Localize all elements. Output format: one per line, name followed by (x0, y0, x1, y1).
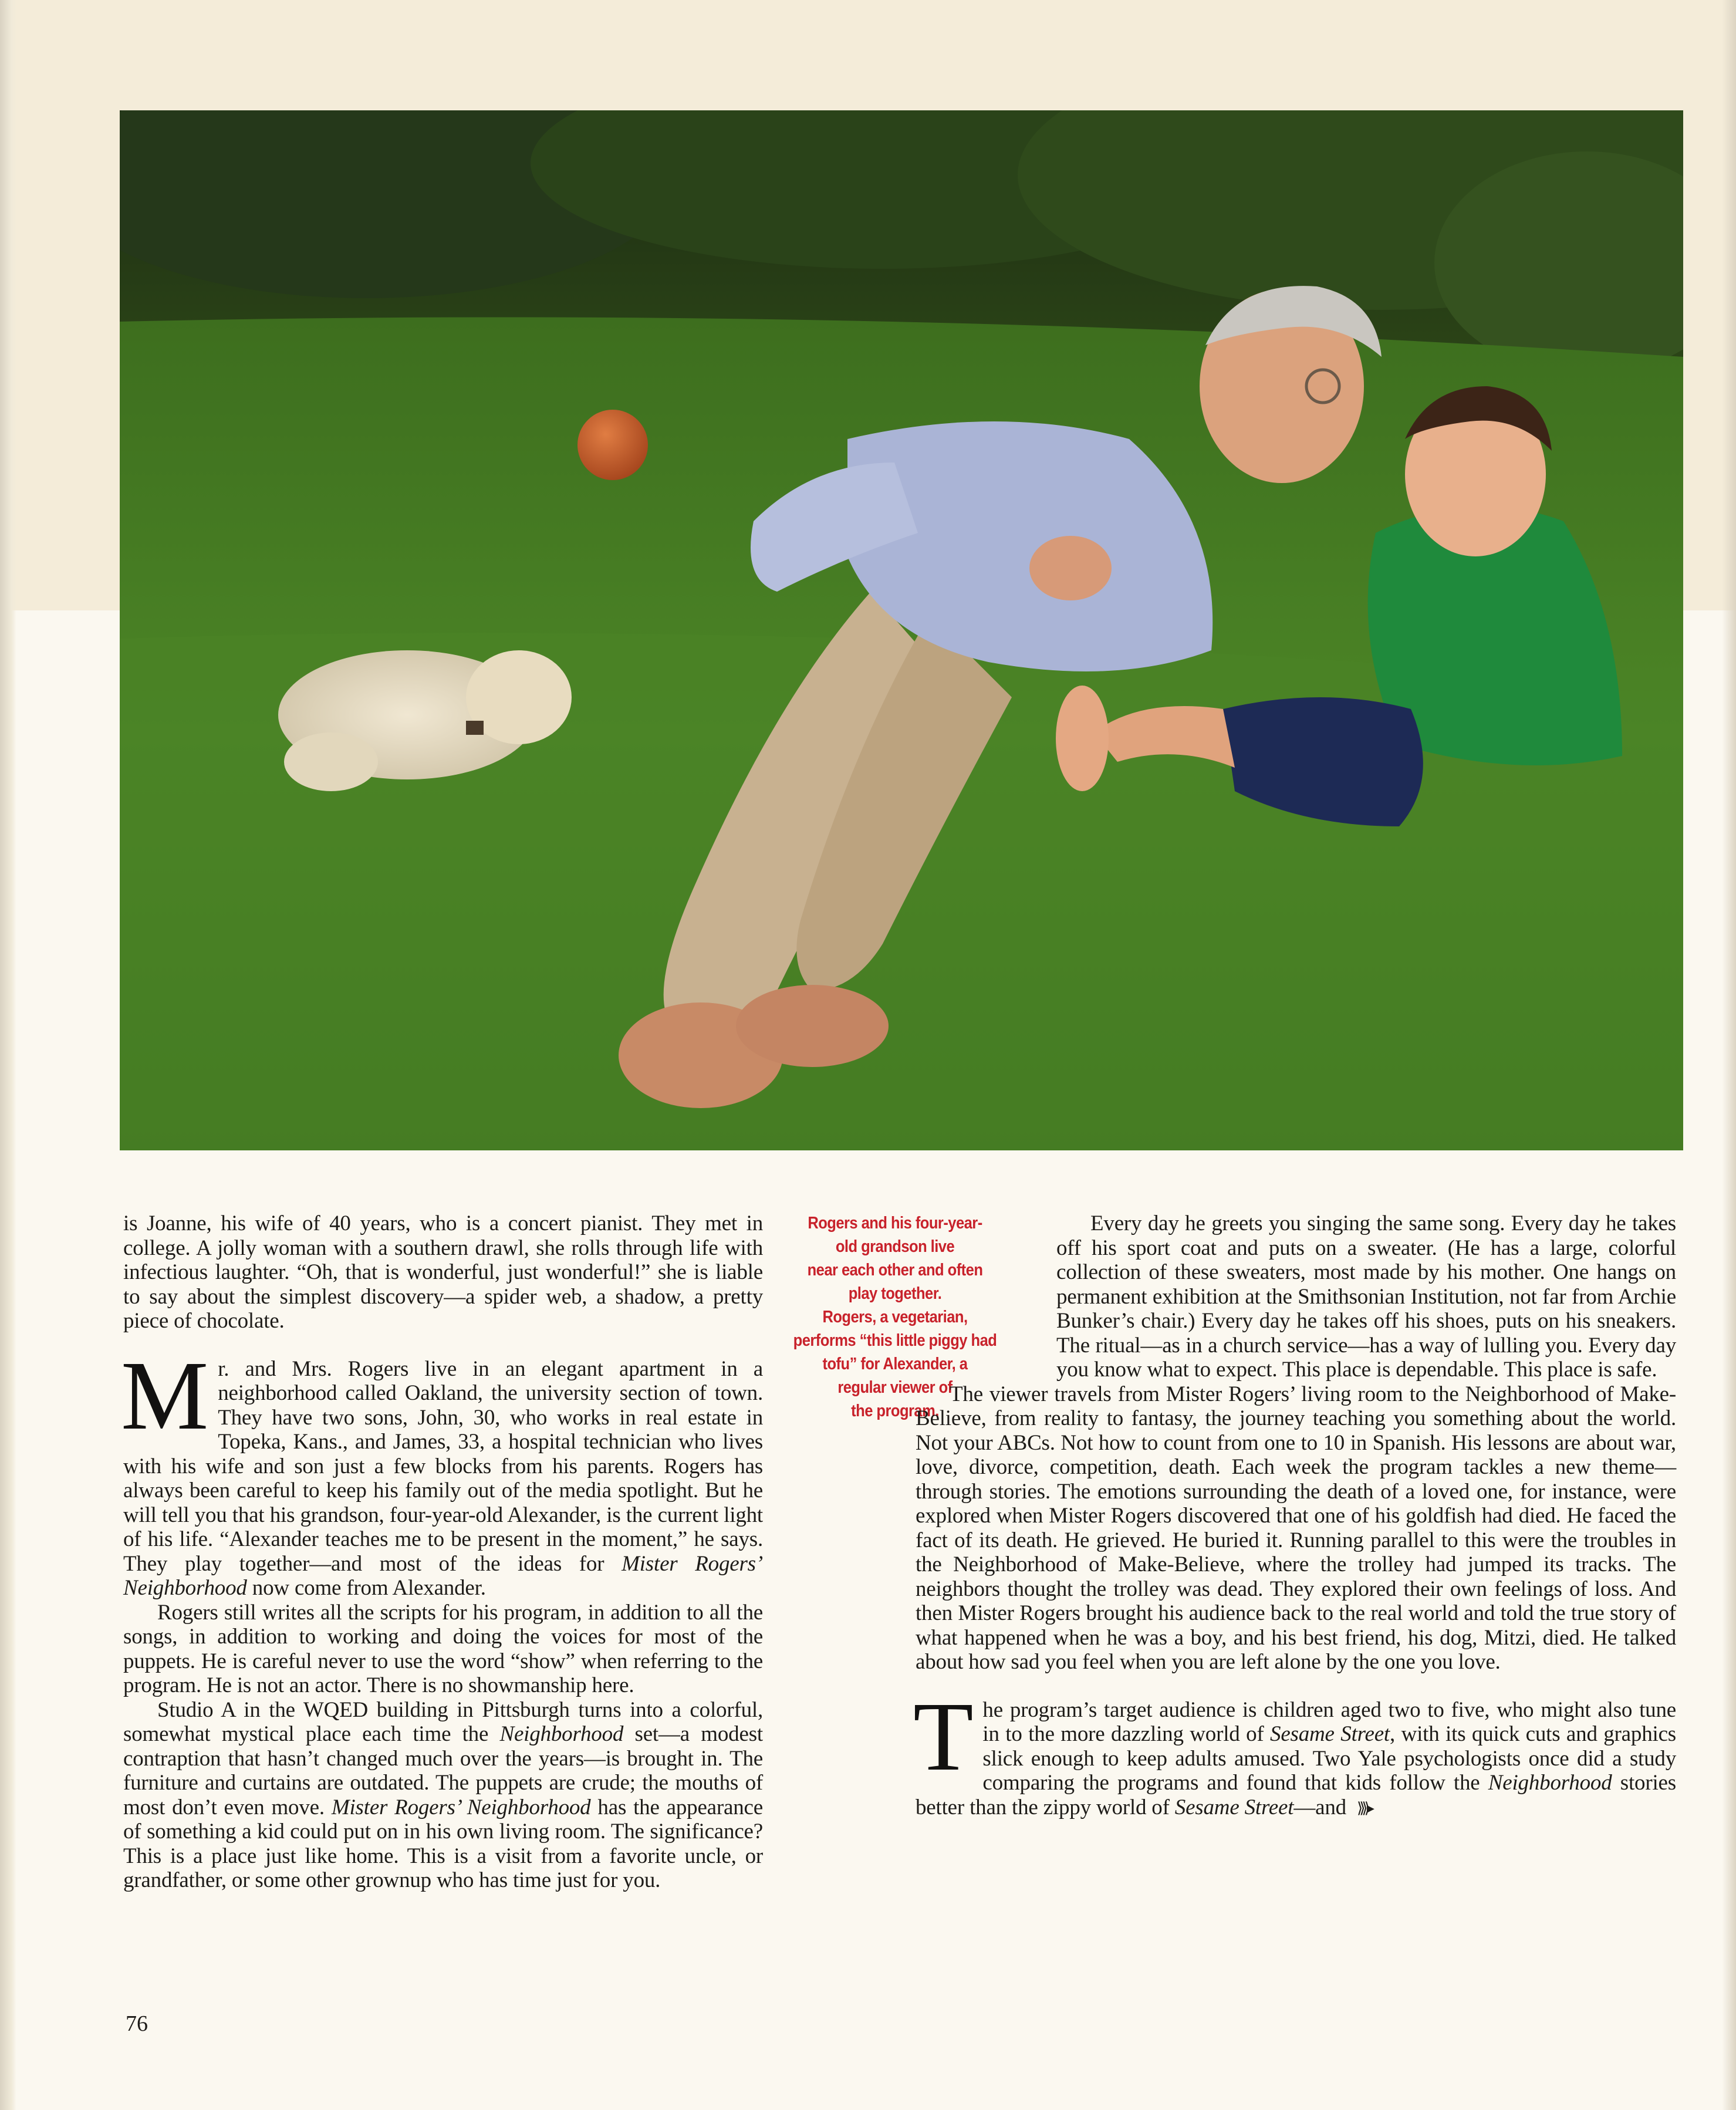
caption-line: performs “this little piggy had (793, 1331, 997, 1350)
text-run: —and (1293, 1795, 1346, 1819)
text-run: Studio A in the WQED building in Pittsburgh turns into a colorful, somewhat mystical place each time the (123, 1697, 763, 1746)
paragraph: is Joanne, his wife of 40 years, who is a concert pianist. They met in college. A jolly woman with a southern drawl, she rolls through life with infectious laughter. “Oh, that is wonderful, just wonderful!” she is liable to say about the simplest discovery—a spider web, a shadow, a pretty piece of chocolate. (123, 1211, 763, 1333)
show-title: Neighborhood (1488, 1771, 1612, 1795)
show-title: Sesame Street (1174, 1795, 1294, 1819)
drop-cap: M (121, 1341, 209, 1450)
paragraph: Rogers still writes all the scripts for his program, in addition to all the songs, in addition to working and doing the voices for most of the puppets. He is careful never to use the word “show” when referring to the program. He is not an actor. There is no showmanship here. (123, 1600, 763, 1697)
drop-cap: T (913, 1682, 974, 1791)
section-break (123, 1333, 763, 1357)
right-text-column (913, 1211, 1676, 1821)
caption-line: regular viewer of (837, 1378, 953, 1397)
text-run: stories better than the zippy world of (916, 1771, 1676, 1819)
show-title: Sesame Street (1270, 1722, 1390, 1746)
caption-line: play together. (848, 1284, 942, 1303)
page-gutter-shadow (0, 0, 16, 2110)
page-edge-shadow (1722, 0, 1736, 2110)
caption-line: Rogers and his four-year- (808, 1214, 982, 1233)
paragraph: The viewer travels from Mister Rogers’ living room to the Neighborhood of Make-Believe, from reality to fantasy, the journey teaching you something about the world. Not your ABCs. Not how to count from one to 10 in Spanish. His lessons are about war, love, divorce, competition, death. Each week the program tackles a new theme—through stories. The emotions surrounding the death of a loved one, for instance, were explored when Mister Rogers discovered that one of his goldfish had died. He faced the fact of its death. He grieved. He buried it. Running parallel to this were the troubles in the Neighborhood of Make-Believe, where the trolley had jumped its tracks. The neighbors thought the trolley was dead. They explored their own feelings of loss. And then Mister Rogers brought his audience back to the real world and told the true story of what happened when he was a boy, and his best friend, his dog, Mitzi, died. He talked about how sad you feel when you are left alone by the one you love. (916, 1382, 1676, 1674)
paragraph-with-dropcap (121, 1341, 763, 1601)
caption-line: Rogers, a vegetarian, (822, 1308, 968, 1326)
caption-line: tofu” for Alexander, a (822, 1355, 968, 1373)
text-run: now come from Alexander. (246, 1576, 486, 1600)
text-run: has the appearance of something a kid could put on in his own living room. The significance? This is a place just like home. This is a visit from a favorite uncle, or grandfather, or some other grownup who has time just for you. (123, 1795, 763, 1892)
text-run: he program’s target audience is children aged two to five, who might also tune in to the more dazzling world of (982, 1697, 1676, 1746)
text-run: r. and Mrs. Rogers live in an elegant apartment in a neighborhood called Oakland, the university section of town. They have two sons, John, 30, who works in real estate in Topeka, Kans., and James, 33, a hospital technician who lives with his wife and son just a few blocks from his parents. Rogers has always been careful to keep his family out of the media spotlight. But he will tell you that his grandson, four-year-old Alexander, is the current light of his life. “Alexander teaches me to be present in the moment,” he says. They play together—and most of the ideas for (123, 1356, 763, 1576)
show-title: Mister Rogers’ Neighborhood (331, 1795, 591, 1819)
paragraph: Every day he greets you singing the same song. Every day he takes off his sport coat and puts on a sweater. (He has a large, colorful collection of these sweaters, most made by his mother. One hangs on permanent exhibition at the Smithsonian Institution, not far from Archie Bunker’s chair.) Every day he takes off his shoes, puts on his sneakers. The ritual—as in a church service—has a way of lulling you. Every day you know what to expect. This place is dependable. This place is safe. (1056, 1211, 1676, 1382)
caption-line: near each other and often (807, 1261, 983, 1279)
caption-line: the program. (851, 1402, 939, 1420)
continued-arrow-icon: ⟫⟫▸ (1356, 1799, 1371, 1817)
left-text-column (123, 1211, 763, 1893)
section-break (916, 1675, 1676, 1698)
show-title: Neighborhood (499, 1722, 624, 1746)
page-number: 76 (126, 2011, 148, 2036)
paragraph-with-dropcap (913, 1682, 1676, 1821)
caption-line: old grandson live (835, 1237, 955, 1256)
show-title: Mister Rogers’ Neighborhood (123, 1551, 763, 1600)
feature-photo (120, 110, 1683, 1150)
photo-illustration (120, 110, 1683, 1150)
text-run: set—a modest contraption that hasn’t changed much over the years—is brought in. The furniture and curtains are outdated. The puppets are crude; the mouths of most don’t even move. (123, 1722, 763, 1819)
text-run: , with its quick cuts and graphics slick enough to keep adults amused. Two Yale psychologists once did a study comparing the programs and found that kids follow the (982, 1722, 1676, 1795)
paragraph (123, 1698, 763, 1893)
